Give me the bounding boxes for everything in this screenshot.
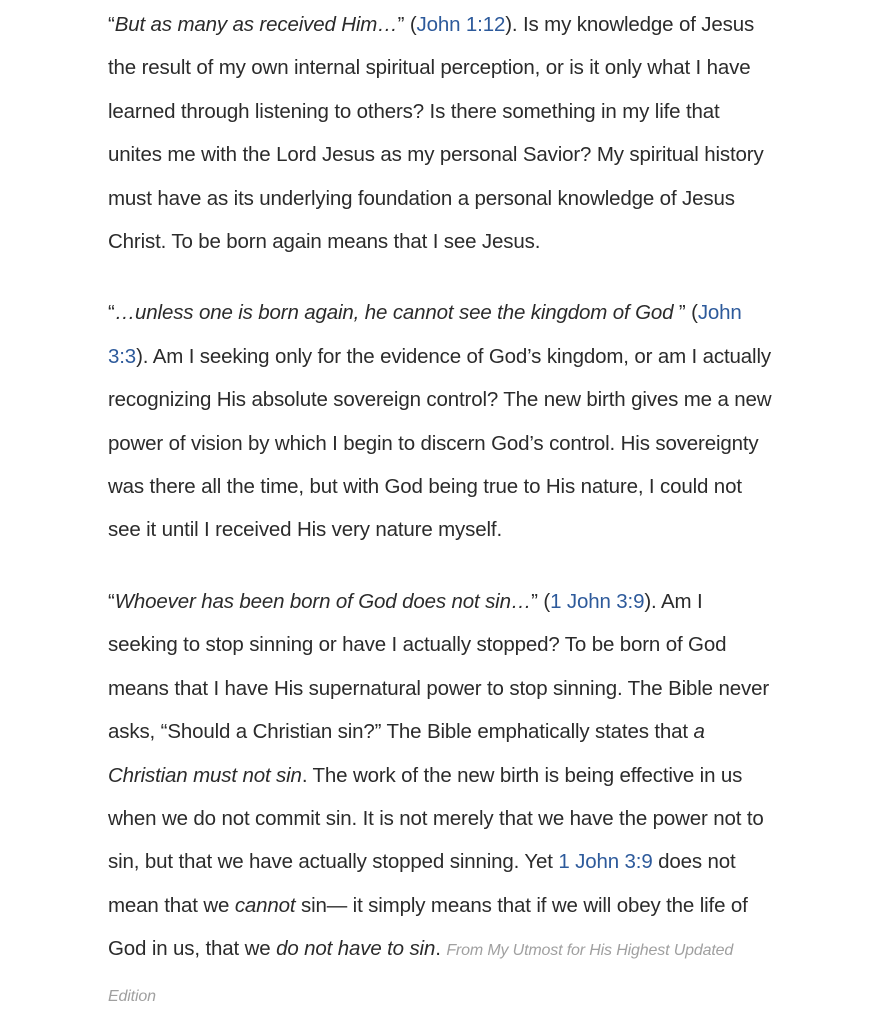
paragraph-text: ). Am I seeking to stop sinning or have I actually stopped? To be born of God means that I have His supernatural power to stop sinning. The Bible never asks, “Should a Christian sin?” The Bible emphatically states that xyxy=(108,589,769,744)
source-attribution: From My Utmost for His Highest Updated Edition xyxy=(108,942,734,1005)
scripture-link-1-john-3-9-second[interactable]: 1 John 3:9 xyxy=(558,850,653,874)
paragraph-text: does not mean that we xyxy=(108,850,736,917)
paragraph-1: “But as many as received Him…” (John 1:12). Is my knowledge of Jesus the result of my own internal spiritual perception, or is it only what I have learned through listening to others? Is there something in my life that unites me with the Lord Jesus as my personal Savior? My spiritual history must have as its underlying foundation a personal knowledge of Jesus Christ. To be born again means that I see Jesus. xyxy=(108,13,764,254)
paragraph-text: ). Is my knowledge of Jesus the result of my own internal spiritual perception, or is it only what I have learned through listening to others? Is there something in my life that unites me with the Lord Jesus as my personal Savior? My spiritual history must have as its underlying foundation a personal knowledge of Jesus Christ. To be born again means that I see Jesus. xyxy=(108,13,764,254)
emphasis-text: do not have to sin xyxy=(276,937,436,961)
paragraph-text: . xyxy=(435,937,441,961)
scripture-link-1-john-3-9[interactable]: 1 John 3:9 xyxy=(550,589,645,613)
scripture-quote: Whoever has been born of God does not sin… xyxy=(114,589,532,613)
emphasis-text: a Christian must not sin xyxy=(108,720,705,787)
paragraph-text: sin— it simply means that if we will obey the life of God in us, that we xyxy=(108,893,748,961)
paragraph-text: . The work of the new birth is being effective in us when we do not commit sin. It is not merely that we have the power not to sin, but that we have actually stopped sinning. Yet xyxy=(108,763,764,874)
emphasis-text: cannot xyxy=(234,893,296,917)
devotional-article xyxy=(108,0,776,1018)
paragraph-text: ). Am I seeking only for the evidence of God’s kingdom, or am I actually recognizing His absolute sovereign control? The new birth gives me a new power of vision by which I begin to discern God’s control. His sovereignty was there all the time, but with God being true to His nature, I could not see it until I received His very nature myself. xyxy=(108,344,772,542)
paragraph-2: “…unless one is born again, he cannot see the kingdom of God ” (John 3:3). Am I seeking only for the evidence of God’s kingdom, or am I actually recognizing His absolute sovereign control? The new birth gives me a new power of vision by which I begin to discern God’s control. His sovereignty was there all the time, but with God being true to His nature, I could not see it until I received His very nature myself. xyxy=(108,301,772,542)
paragraph-3: “Whoever has been born of God does not sin…” (1 John 3:9). Am I seeking to stop sinning or have I actually stopped? To be born of God means that I have His supernatural power to stop sinning. The Bible never asks, “Should a Christian sin?” The Bible emphatically states that a Christian must not sin. The work of the new birth is being effective in us when we do not commit sin. It is not merely that we have the power not to sin, but that we have actually stopped sinning. Yet 1 John 3:9 does not mean that we cannot sin— it simply means that if we will obey the life of God in us, that we do not have to sin. From My Utmost for His Highest Updated Edition xyxy=(108,589,769,1005)
scripture-quote: But as many as received Him… xyxy=(114,13,398,36)
scripture-link-john-3-3[interactable]: John 3:3 xyxy=(108,301,742,368)
scripture-link-john-1-12[interactable]: John 1:12 xyxy=(416,13,506,36)
scripture-quote: …unless one is born again, he cannot see the kingdom of God xyxy=(114,301,674,325)
